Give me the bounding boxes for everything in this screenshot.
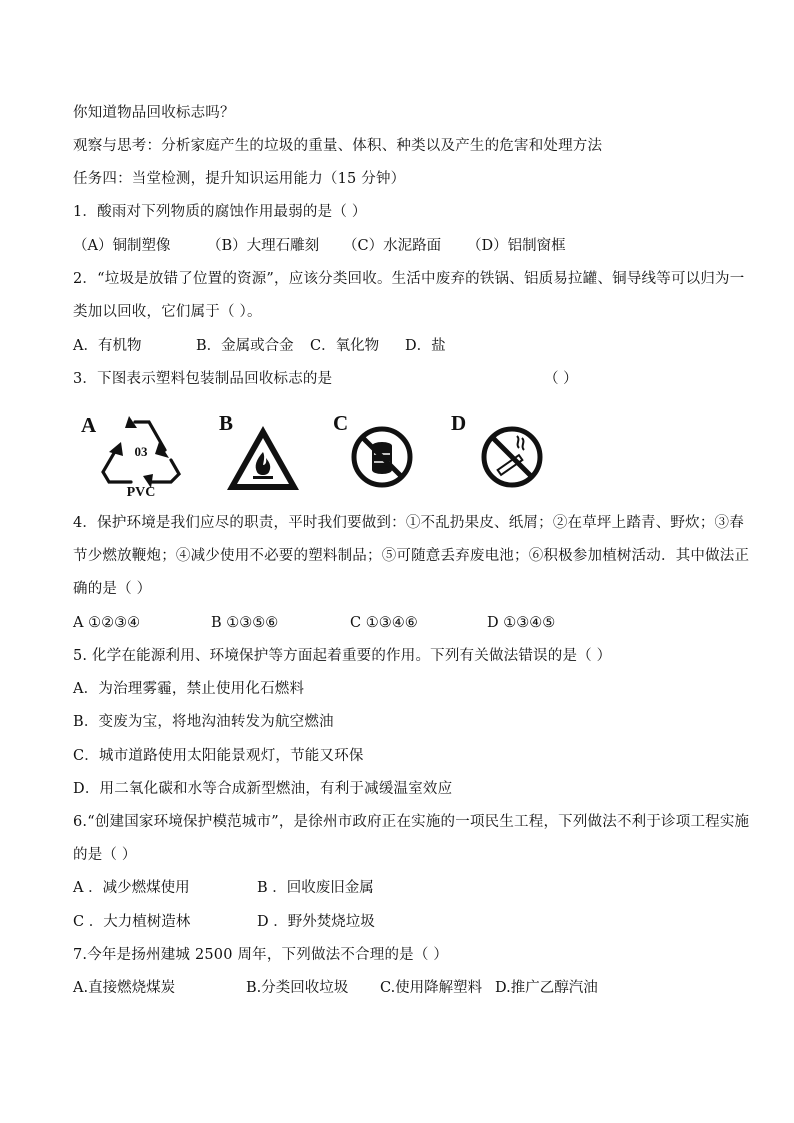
q7-stem: 7.今年是扬州建城 2500 周年，下列做法不合理的是（ ） — [73, 947, 449, 963]
q6-option-d: D ．野外焚烧垃圾 — [257, 914, 375, 930]
q4-stem-line1: 4．保护环境是我们应尽的职责，平时我们要做到：①不乱扔果皮、纸屑；②在草坪上踏青、野炊；③春 — [73, 515, 744, 531]
q7-option-a: A.直接燃烧煤炭 — [73, 980, 176, 996]
q1-option-b: （B）大理石雕刻 — [207, 238, 320, 254]
q5-option-a: A．为治理雾霾，禁止使用化石燃料 — [73, 681, 305, 697]
intro-question: 你知道物品回收标志吗？ — [73, 105, 235, 121]
recycle-triangle-icon — [95, 412, 187, 498]
no-smoking-icon — [479, 424, 545, 490]
q3-answer-paren: （ ） — [544, 371, 578, 387]
q6-stem-line2: 的是（ ） — [73, 847, 137, 863]
q5-option-c: C．城市道路使用太阳能景观灯，节能又环保 — [73, 748, 364, 764]
q1-option-a: （A）铜制塑像 — [73, 238, 171, 254]
q2-option-d: D．盐 — [405, 338, 446, 354]
q6-option-b: B ．回收废旧金属 — [257, 880, 374, 896]
sign-d — [449, 408, 559, 500]
q5-option-d: D．用二氧化碳和水等合成新型燃油，有利于减缓温室效应 — [73, 781, 453, 797]
sign-a — [73, 408, 193, 500]
sign-d-letter: D — [451, 411, 467, 435]
observe-think-text: 观察与思考：分析家庭产生的垃圾的重量、体积、种类以及产生的危害和处理方法 — [73, 138, 603, 154]
q1-option-d: （D）铝制窗框 — [467, 238, 566, 254]
q7-option-b: B.分类回收垃圾 — [246, 980, 349, 996]
sign-a-code: 03 — [134, 444, 148, 459]
q2-stem-line2: 类加以回收，它们属于（ ）。 — [73, 304, 262, 320]
no-barrel-icon — [349, 424, 415, 490]
q4-option-d: D ①③④⑤ — [487, 615, 556, 631]
q4-stem-line2: 节少燃放鞭炮；④减少使用不必要的塑料制品；⑤可随意丢弃废电池；⑥积极参加植树活动．其中做法正 — [73, 548, 750, 564]
q2-option-a: A．有机物 — [73, 338, 142, 354]
q4-option-c: C ①③④⑥ — [350, 615, 418, 631]
q6-option-c: C ．大力植树造林 — [73, 914, 191, 930]
q6-stem-line1: 6.“创建国家环境保护模范城市”，是徐州市政府正在实施的一项民生工程，下列做法不利于诊项工程实施 — [73, 814, 750, 830]
task-four-heading: 任务四：当堂检测，提升知识运用能力（15 分钟） — [73, 171, 406, 187]
sign-a-letter: A — [81, 413, 97, 437]
q7-option-d: D.推广乙醇汽油 — [495, 980, 598, 996]
q1-stem: 1．酸雨对下列物质的腐蚀作用最弱的是（ ） — [73, 204, 367, 220]
sign-c — [331, 408, 431, 500]
q7-option-c: C.使用降解塑料 — [380, 980, 483, 996]
q2-stem-line1: 2．“垃圾是放错了位置的资源”，应该分类回收。生活中废弃的铁锅、铝质易拉罐、铜导线等可以归为一 — [73, 271, 745, 287]
q2-option-c: C．氧化物 — [310, 338, 380, 354]
sign-b — [213, 408, 333, 500]
q4-option-a: A ①②③④ — [73, 615, 141, 631]
q2-option-b: B．金属或合金 — [196, 338, 294, 354]
q3-stem: 3．下图表示塑料包装制品回收标志的是 — [73, 371, 333, 387]
q6-option-a: A ．减少燃煤使用 — [73, 880, 190, 896]
flammable-warning-icon — [223, 422, 303, 496]
q1-option-c: （C）水泥路面 — [343, 238, 442, 254]
recycling-signs-figure — [73, 408, 573, 500]
sign-a-caption: PVC — [126, 485, 156, 498]
q4-stem-line3: 确的是（ ） — [73, 581, 152, 597]
sign-c-letter: C — [333, 411, 349, 435]
q5-stem: 5. 化学在能源利用、环境保护等方面起着重要的作用。下列有关做法错误的是（ ） — [73, 648, 612, 664]
q5-option-b: B．变废为宝，将地沟油转发为航空燃油 — [73, 714, 334, 730]
q4-option-b: B ①③⑤⑥ — [211, 615, 279, 631]
sign-b-letter: B — [219, 411, 234, 435]
